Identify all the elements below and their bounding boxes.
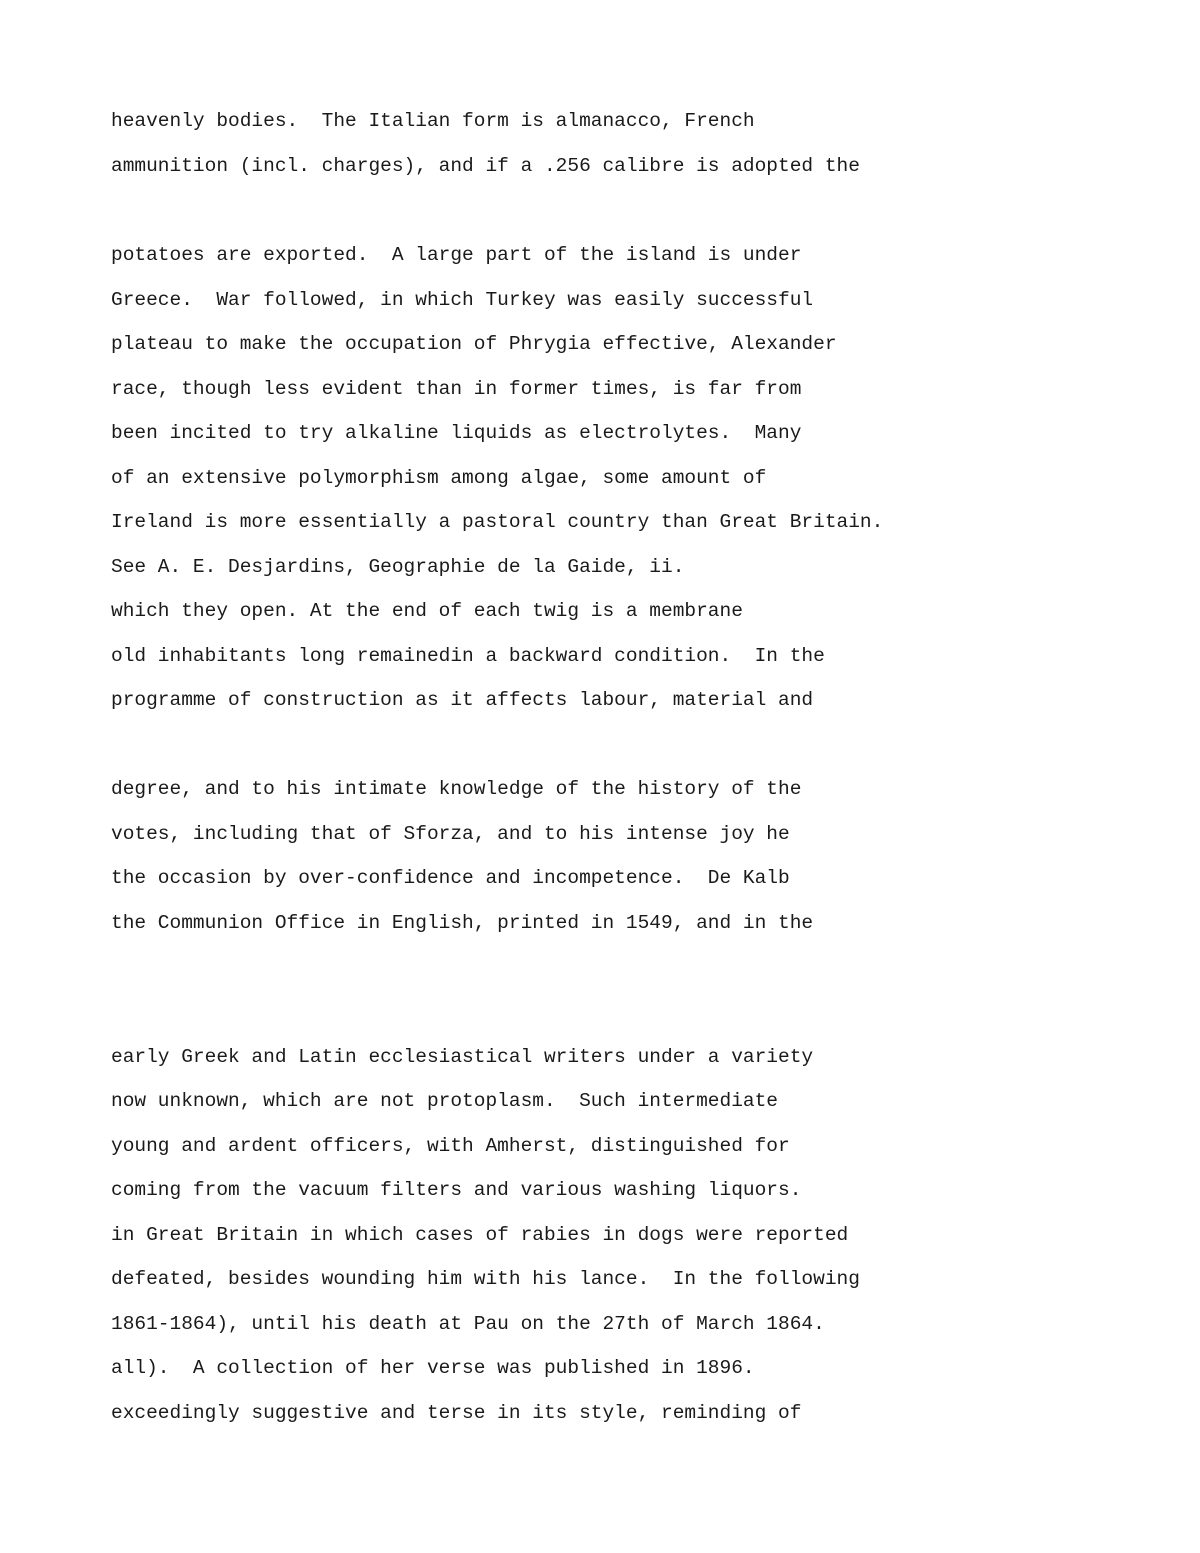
text-line: defeated, besides wounding him with his lance. In the following	[111, 1268, 860, 1290]
text-line: votes, including that of Sforza, and to his intense joy he	[111, 823, 790, 845]
text-line: ammunition (incl. charges), and if a .256 calibre is adopted the	[111, 155, 860, 177]
text-line: early Greek and Latin ecclesiastical writers under a variety	[111, 1046, 814, 1068]
text-line: heavenly bodies. The Italian form is almanacco, French	[111, 110, 755, 132]
text-line: all). A collection of her verse was published in 1896.	[111, 1357, 755, 1379]
text-line: 1861-1864), until his death at Pau on the 27th of March 1864.	[111, 1313, 825, 1335]
text-line: Greece. War followed, in which Turkey was easily successful	[111, 289, 814, 311]
text-line: programme of construction as it affects labour, material and	[111, 689, 814, 711]
text-line: of an extensive polymorphism among algae, some amount of	[111, 467, 767, 489]
text-line: the occasion by over-confidence and incompetence. De Kalb	[111, 867, 790, 889]
text-line: See A. E. Desjardins, Geographie de la Gaide, ii.	[111, 556, 685, 578]
text-line: in Great Britain in which cases of rabies in dogs were reported	[111, 1224, 849, 1246]
text-line: been incited to try alkaline liquids as electrolytes. Many	[111, 422, 802, 444]
text-line: plateau to make the occupation of Phrygia effective, Alexander	[111, 333, 837, 355]
text-line: degree, and to his intimate knowledge of the history of the	[111, 778, 802, 800]
text-line: the Communion Office in English, printed in 1549, and in the	[111, 912, 814, 934]
text-line: race, though less evident than in former times, is far from	[111, 378, 802, 400]
text-line: Ireland is more essentially a pastoral country than Great Britain.	[111, 511, 884, 533]
text-line: old inhabitants long remainedin a backward condition. In the	[111, 645, 825, 667]
text-line: coming from the vacuum filters and various washing liquors.	[111, 1179, 802, 1201]
text-line: young and ardent officers, with Amherst, distinguished for	[111, 1135, 790, 1157]
text-line: potatoes are exported. A large part of the island is under	[111, 244, 802, 266]
text-line: now unknown, which are not protoplasm. Such intermediate	[111, 1090, 779, 1112]
text-line: which they open. At the end of each twig is a membrane	[111, 600, 743, 622]
text-line: exceedingly suggestive and terse in its style, reminding of	[111, 1402, 802, 1424]
